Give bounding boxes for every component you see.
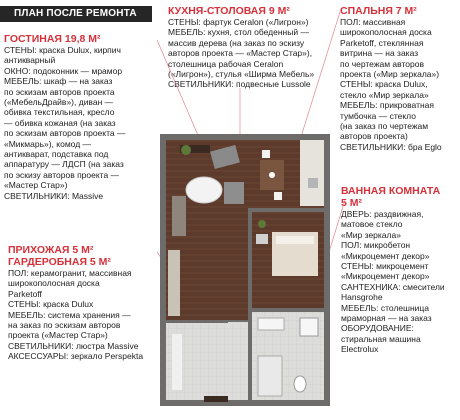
- living-line: антикварат, подставка под: [4, 149, 109, 160]
- living-line: «Микмарь»), комод —: [4, 138, 92, 149]
- bedroom-line: по чертежам авторов: [340, 58, 424, 69]
- living-line: МЕБЕЛЬ: шкаф — на заказ: [4, 76, 113, 87]
- bedroom-line: витрина — на заказ: [340, 48, 419, 59]
- living-line: по эскизам авторов проекта —: [4, 128, 126, 139]
- chair: [274, 192, 282, 200]
- wardrobe: [168, 250, 180, 316]
- kitchen-line: авторов проекта — «Мастер Стар»),: [168, 48, 313, 59]
- shower: [258, 356, 282, 396]
- bath-line: «Микроцемент декор»: [341, 271, 430, 282]
- plant: [181, 145, 191, 155]
- bath-line: матовое стекло: [341, 219, 403, 230]
- bath-line: «Мир зеркала»: [341, 229, 401, 240]
- living-line: аппаратуру — ЛДСП (на заказ: [4, 159, 124, 170]
- toilet: [294, 376, 306, 392]
- bed-pillow: [276, 236, 314, 244]
- living-line: антикварный: [4, 55, 56, 66]
- kitchen-line: СТЕНЫ: фартук Ceralon («Лигрон»): [168, 17, 309, 27]
- bath-line: СТЕНЫ: микроцемент: [341, 261, 429, 272]
- kitchen-sink: [308, 178, 318, 188]
- living-line: по эскизу авторов проекта —: [4, 169, 120, 180]
- sofa: [172, 196, 186, 236]
- bedroom-line: ПОЛ: массивная: [340, 17, 406, 27]
- living-line: «Мастер Стар»): [4, 180, 68, 191]
- round-rug: [186, 177, 222, 203]
- kitchen-line: столешница рабочая Ceralon: [168, 58, 284, 69]
- bedroom-line: СТЕНЫ: краска Dulux,: [340, 79, 428, 90]
- hall-title: ПРИХОЖАЯ 5 М²: [8, 244, 94, 256]
- bath-line: стиральная машина: [341, 333, 421, 344]
- bedroom-plant: [258, 220, 266, 228]
- kitchen-line: («Лигрон»), стулья «Ширма Мебель»: [168, 69, 315, 80]
- bath-line: САНТЕХНИКА: смесители: [341, 281, 445, 292]
- hall-line: Parketoff: [8, 288, 42, 299]
- kitchen-line: СВЕТИЛЬНИКИ: подвесные Lussole: [168, 79, 311, 90]
- bedroom-line: (на заказ по чертежам: [340, 121, 429, 132]
- hall-line: ПОЛ: керамогранит, массивная: [8, 268, 132, 278]
- kitchen-title: КУХНЯ-СТОЛОВАЯ 9 М²: [168, 5, 290, 17]
- bedroom-line: стекло «Мир зеркала»: [340, 89, 429, 100]
- page-title: ПЛАН ПОСЛЕ РЕМОНТА: [14, 8, 137, 19]
- hall-closet: [172, 334, 182, 390]
- bath-line: Hansgrohe: [341, 292, 383, 303]
- bedroom-line: проекта («Мир зеркала»): [340, 69, 440, 80]
- bath-line: Electrolux: [341, 344, 379, 355]
- nightstand: [256, 234, 268, 244]
- washing-machine: [300, 318, 318, 336]
- bath-line: «Микроцемент декор»: [341, 250, 430, 261]
- bedroom-line: Parketoff, стеклянная: [340, 37, 424, 48]
- bathroom-area: 5 М²: [341, 197, 362, 209]
- hall-line: СВЕТИЛЬНИКИ: люстра Massive: [8, 340, 139, 351]
- living-line: СТЕНЫ: краска Dulux, кирпич: [4, 45, 121, 55]
- bedroom-line: СВЕТИЛЬНИКИ: бра Eglo: [340, 141, 442, 152]
- living-line: ОКНО: подоконник — мрамор: [4, 65, 123, 76]
- bedroom-line: широкополосная доска: [340, 27, 432, 38]
- wardrobe-title: ГАРДЕРОБНАЯ 5 М²: [8, 256, 111, 268]
- hall-line: СТЕНЫ: краска Dulux: [8, 299, 94, 310]
- hall-line: проекта («Мастер Стар»): [8, 330, 108, 341]
- hall-door: [204, 396, 228, 402]
- living-line: — обивка кожаная (на заказ: [4, 117, 116, 128]
- living-line: обивка текстильная, кресло: [4, 107, 115, 118]
- hall-line: АКСЕССУАРЫ: зеркало Perspekta: [8, 351, 144, 362]
- kitchen-counter: [300, 140, 324, 206]
- vanity: [258, 318, 284, 330]
- bedroom-line: авторов проекта): [340, 131, 408, 142]
- bath-line: МЕБЕЛЬ: столешница: [341, 302, 430, 313]
- living-line: по эскизам авторов проекта: [4, 86, 115, 97]
- bath-line: ОБОРУДОВАНИЕ:: [341, 323, 414, 334]
- bedroom-title: СПАЛЬНЯ 7 М²: [340, 5, 417, 17]
- hall-line: широкополосная доска: [8, 278, 100, 289]
- armchair: [224, 182, 244, 204]
- hall-line: МЕБЕЛЬ: система хранения —: [8, 309, 131, 320]
- living-line: («МебельДрайв»), диван —: [4, 97, 114, 108]
- hall-line: на заказ по эскизам авторов: [8, 320, 121, 331]
- living-line: СВЕТИЛЬНИКИ: Massive: [4, 190, 104, 201]
- chair: [262, 150, 270, 158]
- living-room-title: ГОСТИНАЯ 19,8 М²: [4, 33, 101, 45]
- bath-line: мраморная — на заказ: [341, 313, 432, 324]
- kitchen-line: МЕБЕЛЬ: кухня, стол обеденный —: [168, 27, 309, 38]
- bath-line: ПОЛ: микробетон: [341, 240, 411, 251]
- kitchen-line: массив дерева (на заказ по эскизу: [168, 37, 305, 48]
- bathroom-title: ВАННАЯ КОМНАТА: [341, 185, 441, 197]
- bath-line: ДВЕРЬ: раздвижная,: [341, 209, 424, 219]
- bedroom-line: МЕБЕЛЬ: прикроватная: [340, 100, 435, 111]
- pendant-light: [269, 172, 275, 178]
- bedroom-line: тумбочка — стекло: [340, 110, 416, 121]
